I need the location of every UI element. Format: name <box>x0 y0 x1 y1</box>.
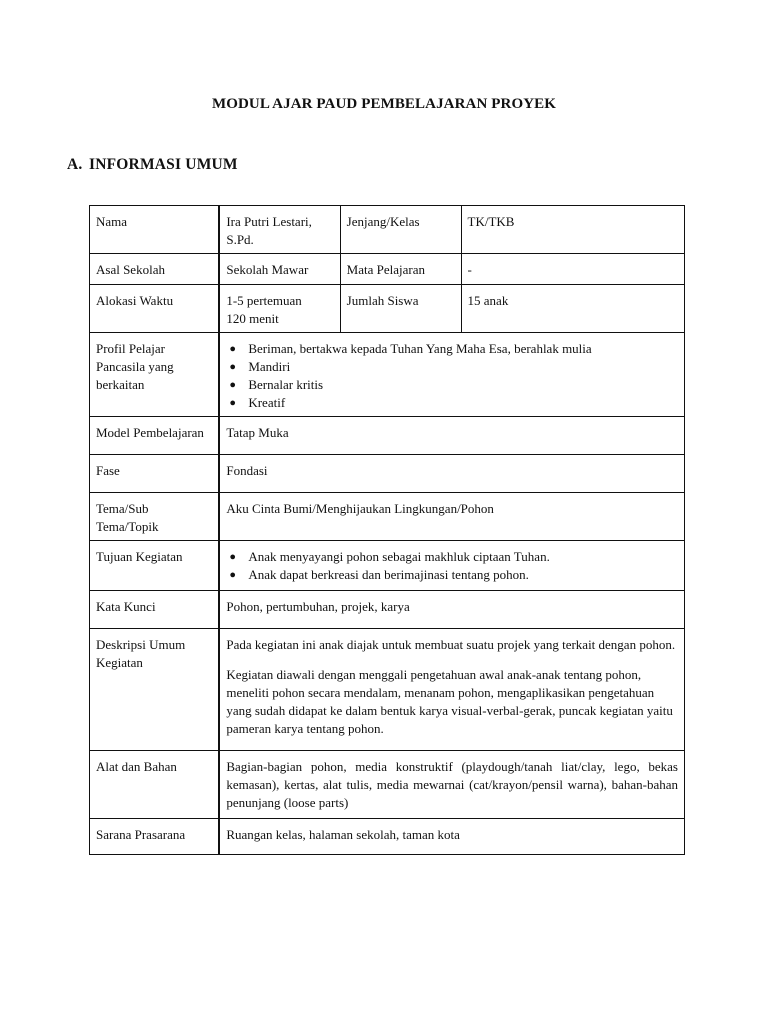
list-item: ● Bernalar kritis <box>226 376 678 394</box>
table-row <box>90 206 685 254</box>
table-row <box>90 455 685 493</box>
deskripsi-paragraph-1: Pada kegiatan ini anak diajak untuk membuat suatu projek yang terkait dengan pohon. <box>226 637 676 652</box>
cell-label-kata-kunci: Kata Kunci <box>90 591 220 629</box>
table-row <box>90 629 685 751</box>
cell-label-alat: Alat dan Bahan <box>90 751 220 819</box>
cell-value-profil <box>219 333 684 417</box>
alokasi-line-2: 120 menit <box>226 311 279 326</box>
section-heading <box>67 156 238 174</box>
table-row <box>90 285 685 333</box>
cell-value-asal-sekolah: Sekolah Mawar <box>219 254 340 285</box>
table-row <box>90 541 685 591</box>
cell-value-sarana: Ruangan kelas, halaman sekolah, taman kota <box>219 819 684 855</box>
document-title: MODUL AJAR PAUD PEMBELAJARAN PROYEK <box>211 96 557 112</box>
cell-value-alat: Bagian-bagian pohon, media konstruktif (playdough/tanah liat/clay, lego, bekas kemasan), kertas, alat tulis, media mewarnai (cat/krayon/pensil warna), bahan-bahan penunjang (loose parts) <box>219 751 684 819</box>
cell-label-fase: Fase <box>90 455 220 493</box>
cell-label-jenjang: Jenjang/Kelas <box>340 206 461 254</box>
cell-value-jumlah-siswa: 15 anak <box>461 285 684 333</box>
cell-label-tema: Tema/Sub Tema/Topik <box>90 493 220 541</box>
table-row <box>90 493 685 541</box>
general-info-table <box>89 205 685 855</box>
list-item: ● Kreatif <box>226 394 678 412</box>
deskripsi-label-line-1: Deskripsi Umum <box>96 637 186 652</box>
table-row <box>90 591 685 629</box>
table-row <box>90 254 685 285</box>
cell-value-jenjang: TK/TKB <box>461 206 684 254</box>
table-row <box>90 751 685 819</box>
tujuan-list <box>226 548 678 584</box>
cell-value-nama: Ira Putri Lestari, S.Pd. <box>219 206 340 254</box>
cell-label-alokasi-waktu: Alokasi Waktu <box>90 285 220 333</box>
cell-label-deskripsi <box>90 629 220 751</box>
cell-label-profil <box>90 333 220 417</box>
profil-label-line-3: berkaitan <box>96 377 145 392</box>
cell-label-mata-pelajaran: Mata Pelajaran <box>340 254 461 285</box>
profil-label-line-2: Pancasila yang <box>96 359 174 374</box>
list-item: ● Beriman, bertakwa kepada Tuhan Yang Maha Esa, berahlak mulia <box>226 340 678 358</box>
cell-value-model: Tatap Muka <box>219 417 684 455</box>
cell-label-sarana: Sarana Prasarana <box>90 819 220 855</box>
cell-value-tujuan <box>219 541 684 591</box>
table-row <box>90 333 685 417</box>
cell-label-asal-sekolah: Asal Sekolah <box>90 254 220 285</box>
cell-label-jumlah-siswa: Jumlah Siswa <box>340 285 461 333</box>
deskripsi-paragraph-2: Kegiatan diawali dengan menggali pengetahuan awal anak-anak tentang pohon, meneliti pohon secara mendalam, menanam pohon, mengaplikasikan pengetahuan yang sudah didapat ke dalam bentuk karya visual-verbal-gerak, puncak kegiatan yaitu pameran karya tentang pohon. <box>226 667 673 736</box>
section-number: A. <box>67 156 83 173</box>
profil-label-line-1: Profil Pelajar <box>96 341 165 356</box>
section-title: INFORMASI UMUM <box>89 156 238 173</box>
list-item: ● Anak menyayangi pohon sebagai makhluk ciptaan Tuhan. <box>226 548 678 566</box>
cell-value-deskripsi <box>219 629 684 751</box>
deskripsi-label-line-2: Kegiatan <box>96 655 143 670</box>
cell-label-model: Model Pembelajaran <box>90 417 220 455</box>
table-row <box>90 819 685 855</box>
cell-value-alokasi-waktu <box>219 285 340 333</box>
cell-value-fase: Fondasi <box>219 455 684 493</box>
alokasi-line-1: 1-5 pertemuan <box>226 293 302 308</box>
profil-list <box>226 340 678 412</box>
list-item: ● Anak dapat berkreasi dan berimajinasi tentang pohon. <box>226 566 678 584</box>
list-item: ● Mandiri <box>226 358 678 376</box>
cell-label-nama: Nama <box>90 206 220 254</box>
cell-label-tujuan: Tujuan Kegiatan <box>90 541 220 591</box>
cell-value-kata-kunci: Pohon, pertumbuhan, projek, karya <box>219 591 684 629</box>
table-row <box>90 417 685 455</box>
cell-value-mata-pelajaran: - <box>461 254 684 285</box>
cell-value-tema: Aku Cinta Bumi/Menghijaukan Lingkungan/Pohon <box>219 493 684 541</box>
